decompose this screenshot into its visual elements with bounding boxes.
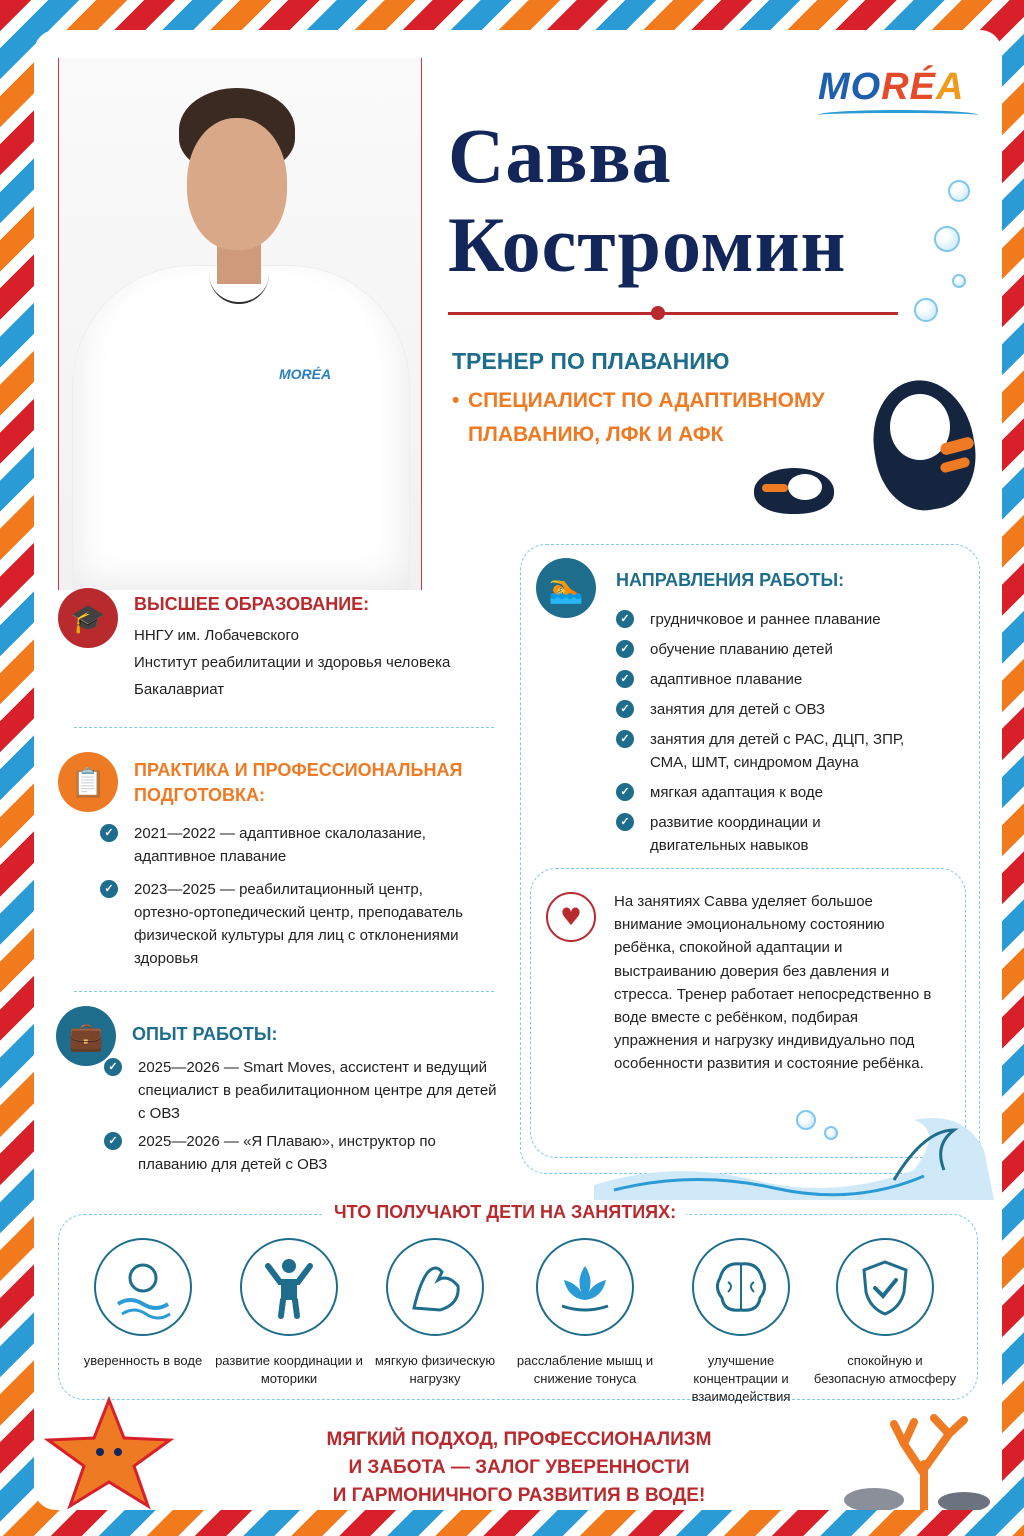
check-icon: ✓ (616, 670, 634, 688)
name-divider (448, 312, 898, 315)
small-orca-icon (748, 454, 838, 524)
section-divider (74, 991, 494, 992)
practice-title: ПРАКТИКА И ПРОФЕССИОНАЛЬНАЯ ПОДГОТОВКА: (134, 760, 463, 806)
practice-list (100, 822, 480, 970)
check-icon: ✓ (616, 610, 634, 628)
check-icon: ✓ (100, 824, 118, 842)
benefit-item: расслабление мышц и снижение тонуса (510, 1238, 660, 1388)
experience-title: ОПЫТ РАБОТЫ: (132, 1024, 278, 1044)
benefit-item: мягкую физическую нагрузку (360, 1238, 510, 1388)
check-icon: ✓ (100, 880, 118, 898)
list-item: ✓ занятия для детей с РАС, ДЦП, ЗПР, СМА, ШМТ, синдромом Дауна (616, 728, 926, 774)
check-icon: ✓ (616, 783, 634, 801)
closing-slogan: МЯГКИЙ ПОДХОД, ПРОФЕССИОНАЛИЗМ И ЗАБОТА — ЗАЛОГ УВЕРЕННОСТИ И ГАРМОНИЧНОГО РАЗВИТИЯ В ВОДЕ! (326, 1429, 712, 1506)
check-icon: ✓ (616, 730, 634, 748)
list-item: ✓ 2021—2022 — адаптивное скалолазание, адаптивное плавание (100, 822, 480, 868)
person-arms-up-icon (240, 1238, 338, 1336)
directions-list (616, 608, 956, 857)
list-item: ✓ занятия для детей с ОВЗ (616, 698, 956, 721)
list-item: ✓ мягкая адаптация к воде (616, 781, 956, 804)
heart-icon: ♥ (546, 892, 596, 942)
section-divider (74, 727, 494, 728)
shirt-logo: MORÉA (279, 366, 332, 382)
list-item: ✓ 2025—2026 — Smart Moves, ассистент и ведущий специалист в реабилитационном центре для детей с ОВЗ (104, 1056, 504, 1125)
morea-logo: MORÉA (818, 66, 988, 122)
benefit-item: развитие координации и моторики (214, 1238, 364, 1388)
education-details: ННГУ им. Лобачевского Институт реабилитации и здоровья человека Бакалавриат (134, 627, 451, 698)
education-title: ВЫСШЕЕ ОБРАЗОВАНИЕ: (134, 594, 370, 614)
benefit-item: спокойную и безопасную атмосферу (810, 1238, 960, 1388)
wave-icon (594, 1100, 994, 1200)
list-item: ✓ грудничковое и раннее плавание (616, 608, 956, 631)
bubble-icon (796, 1110, 816, 1130)
check-icon: ✓ (104, 1058, 122, 1076)
graduation-cap-icon: 🎓 (58, 588, 118, 648)
list-item: ✓ 2023—2025 — реабилитационный центр, ортезно-ортопедический центр, преподаватель физической культуры для лиц с отклонениями здоровья (100, 878, 480, 970)
starfish-icon (34, 1394, 184, 1510)
bubble-icon (948, 180, 970, 202)
first-name: Савва (448, 112, 672, 199)
brain-icon (692, 1238, 790, 1336)
list-item: ✓ обучение плаванию детей (616, 638, 956, 661)
clipboard-checklist-icon: 📋 (58, 752, 118, 812)
bubble-icon (824, 1126, 838, 1140)
benefits-title: ЧТО ПОЛУЧАЮТ ДЕТИ НА ЗАНЯТИЯХ: (324, 1202, 686, 1223)
benefit-item: уверенность в воде (68, 1238, 218, 1370)
experience-list (104, 1056, 504, 1176)
bubble-icon (914, 298, 938, 322)
orca-mascot-icon (854, 360, 994, 530)
swimming-child-icon (94, 1238, 192, 1336)
check-icon: ✓ (616, 700, 634, 718)
trainer-photo (58, 58, 422, 590)
bubble-icon (952, 274, 966, 288)
approach-text: На занятиях Савва уделяет большое внимание эмоциональному состоянию ребёнка, спокойной адаптации и выстраиванию доверия без давления и стресса. Тренер работает непосредственно в воде вместе с ребёнком, подбирая упражнения и нагрузку индивидуально под особенности развития и состояние ребёнка. (614, 893, 932, 1073)
white-tshirt (73, 266, 409, 590)
poster-card (34, 30, 1002, 1510)
lotus-icon (536, 1238, 634, 1336)
list-item: ✓ 2025—2026 — «Я Плаваю», инструктор по плаванию для детей с ОВЗ (104, 1130, 504, 1176)
list-item: ✓ адаптивное плавание (616, 668, 956, 691)
check-icon: ✓ (616, 813, 634, 831)
benefit-item: улучшение концентрации и взаимодействия (666, 1238, 816, 1406)
secondary-role: • СПЕЦИАЛИСТ ПО АДАПТИВНОМУ ПЛАВАНИЮ, ЛФК И АФК (452, 384, 872, 451)
trainer-name (448, 112, 846, 290)
coral-icon (834, 1414, 1002, 1510)
shield-check-icon (836, 1238, 934, 1336)
check-icon: ✓ (616, 640, 634, 658)
role-bullet: • (452, 389, 460, 412)
last-name: Костромин (448, 200, 847, 288)
directions-title: НАПРАВЛЕНИЯ РАБОТЫ: (616, 570, 845, 590)
check-icon: ✓ (104, 1132, 122, 1150)
flexed-arm-icon (386, 1238, 484, 1336)
briefcase-icon: 💼 (56, 1006, 116, 1066)
list-item: ✓ развитие координации и двигательных навыков (616, 811, 876, 857)
bubble-icon (934, 226, 960, 252)
divider-dot (651, 306, 665, 320)
primary-role: ТРЕНЕР ПО ПЛАВАНИЮ (452, 348, 730, 374)
face (187, 118, 287, 250)
swimmer-icon: 🏊 (536, 558, 596, 618)
